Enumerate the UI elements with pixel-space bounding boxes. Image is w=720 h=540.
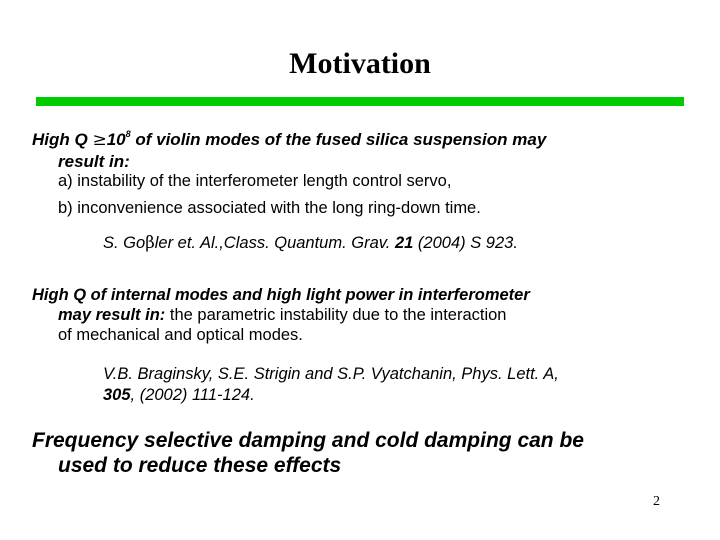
bullet-damping-line1: Frequency selective damping and cold damping can be (32, 429, 584, 452)
reference-gossler: S. Goβler et. Al.,Class. Quantum. Grav. 21 (2004) S 923. (103, 233, 518, 252)
bullet-violin-line2: result in: (58, 152, 130, 171)
bullet-internal-line2: may result in: the parametric instability due to the interaction (58, 306, 507, 324)
sub-item-b: b) inconvenience associated with the long ring-down time. (58, 199, 481, 217)
ref2-line2: 305, (2002) 111-124. (103, 386, 255, 404)
bullet-internal-line3: of mechanical and optical modes. (58, 326, 303, 344)
sub-item-a: a) instability of the interferometer length control servo, (58, 172, 452, 190)
ref2-volume: 305 (103, 386, 131, 404)
bullet-internal-modes (32, 285, 530, 345)
bullet-internal-line1: High Q of internal modes and high light power in interferometer (32, 286, 530, 304)
bullet-violin-modes (32, 124, 546, 172)
exponent: 8 (125, 129, 131, 139)
beta-symbol: β (145, 233, 155, 252)
title-underline (36, 97, 684, 106)
page-number: 2 (653, 494, 660, 509)
ref1-volume: 21 (394, 234, 414, 252)
bullet-damping-line2: used to reduce these effects (58, 454, 342, 477)
bullet-damping (32, 428, 584, 478)
ref2-line1: V.B. Braginsky, S.E. Strigin and S.P. Vyatchanin, Phys. Lett. A, (103, 365, 559, 383)
slide-title: Motivation (289, 47, 431, 80)
bullet-violin-line1: High $Q \ge 10^8$ of violin modes of the fused silica suspension may (32, 129, 547, 150)
greater-equal-symbol: ≥ (92, 130, 107, 150)
reference-braginsky (103, 364, 559, 406)
